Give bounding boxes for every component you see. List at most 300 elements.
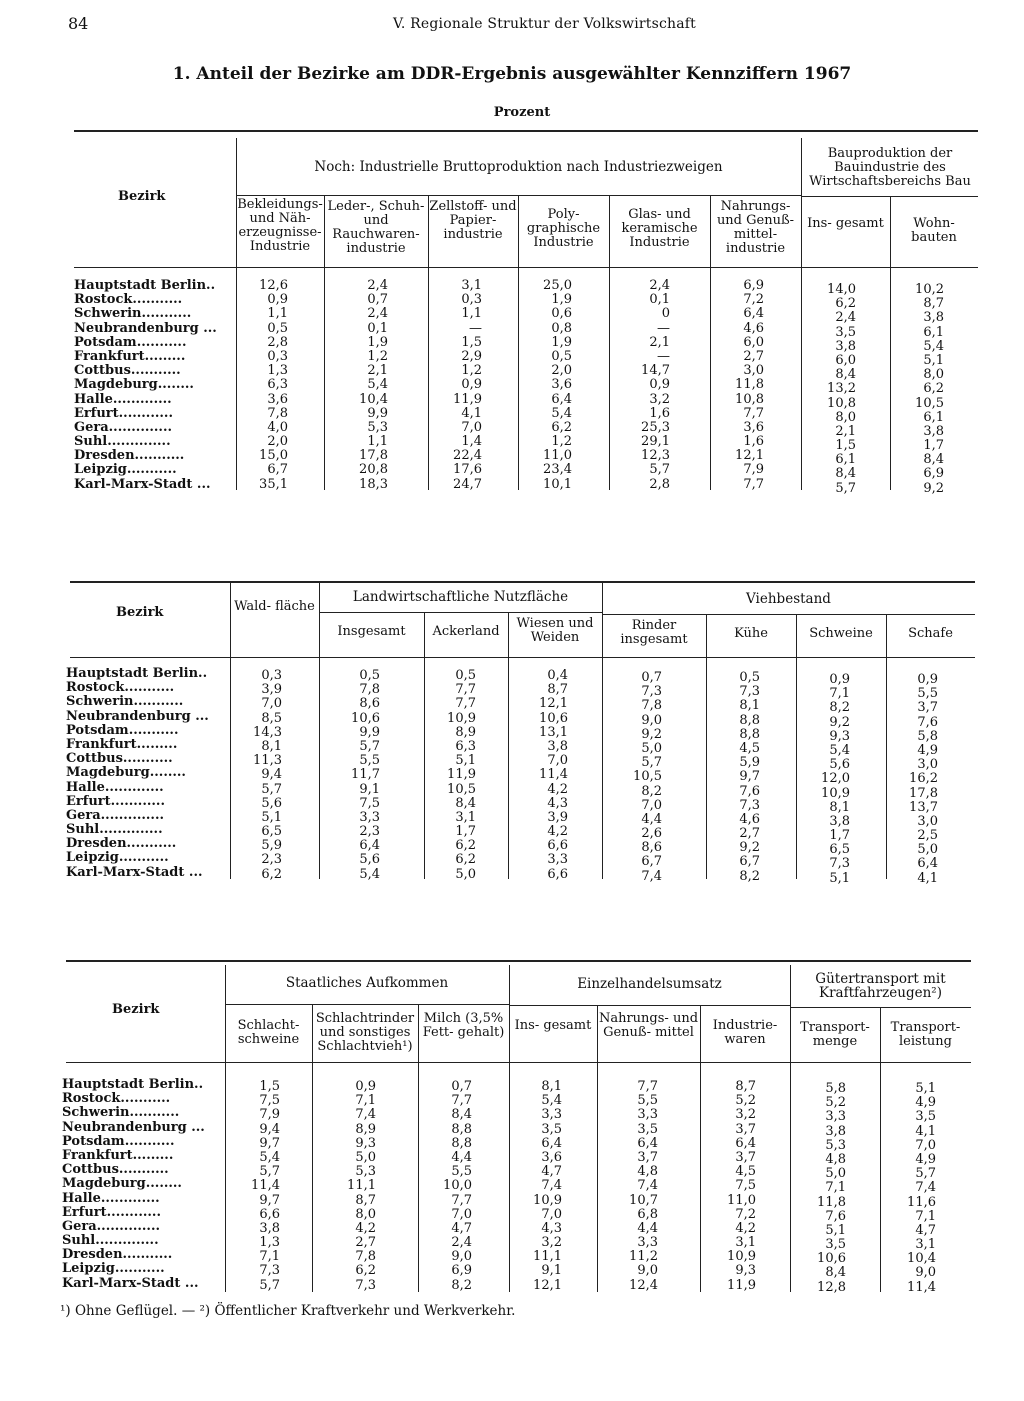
table-cell: 9,2 [641,726,662,742]
table-cell: 5,7 [915,1166,936,1182]
table-cell: 1,6 [649,405,670,421]
bezirk-name: Hauptstadt Berlin.. [62,1077,204,1092]
table-cell: 8,8 [451,1121,472,1137]
table-cell: 5,4 [259,1149,280,1165]
column-header: Nahrungs- und Genuß- mittel [598,1011,699,1040]
table-cell: 3,6 [743,419,764,435]
table-cell: 5,6 [829,757,850,773]
table-cell: 3,8 [259,1220,280,1236]
table-cell: 4,6 [743,320,764,336]
table-cell: 11,6 [907,1194,936,1210]
table-cell: 12,1 [735,448,764,464]
table-cell: 8,5 [261,710,282,726]
table-cell: 6,8 [637,1206,658,1222]
table-cell: 7,3 [739,797,760,813]
table-cell: 4,0 [267,419,288,435]
table-cell: 3,9 [547,809,568,825]
table-cell: 5,8 [825,1081,846,1096]
data-column [739,671,760,884]
table-cell: 1,4 [461,434,482,450]
table-cell: 3,0 [917,757,938,773]
table-cell: 10,9 [727,1249,756,1265]
table-cell: 3,1 [461,278,482,293]
table-cell: 3,5 [835,324,856,340]
table-cell: 7,5 [359,795,380,811]
table-cell: 12,1 [533,1277,562,1293]
footnote: ¹) Ohne Geflügel. — ²) Öffentlicher Kraftverkehr und Werkverkehr. [60,1303,516,1319]
table-cell: 5,4 [541,1093,562,1109]
table-cell: 3,1 [915,1237,936,1253]
table-cell: 0,1 [367,320,388,336]
table-cell: 4,9 [917,742,938,758]
table-cell: 7,3 [739,684,760,700]
table-cell: 3,6 [551,377,572,393]
table-cell: 3,3 [637,1235,658,1251]
table-cell: 4,8 [637,1164,658,1180]
table-cell: 0,1 [649,292,670,308]
table-cell: 5,0 [355,1149,376,1165]
bezirk-name: Rostock........... [74,292,183,308]
table-cell: 3,6 [267,391,288,407]
table-cell: 6,4 [637,1135,658,1151]
bezirk-name: Halle............. [74,391,172,407]
table-cell: 9,2 [829,714,850,730]
table-cell: 8,2 [451,1277,472,1293]
table-cell: 1,7 [923,438,944,454]
table-cell: 6,4 [551,391,572,407]
table-cell: 17,8 [359,448,388,464]
table-cell: 17,6 [453,462,482,478]
table-cell: 2,4 [367,278,388,293]
table-cell: 7,7 [455,696,476,712]
table-cell: — [657,348,670,364]
table-cell: 3,8 [835,338,856,354]
table-cell: 8,4 [451,1107,472,1123]
bezirk-name: Leipzig........... [62,1261,165,1277]
table-cell: 6,1 [835,452,856,468]
table-cell: 9,7 [259,1135,280,1151]
table-cell: 0,8 [551,320,572,336]
data-column [453,279,482,492]
bezirk-name: Hauptstadt Berlin.. [74,278,216,293]
bezirk-name: Magdeburg........ [74,377,194,393]
column-header: Schlacht- schweine [237,1018,300,1047]
table-cell: 4,5 [739,740,760,756]
table-cell: 0,9 [355,1079,376,1094]
table-cell: 7,8 [355,1249,376,1265]
table-cell: 9,2 [923,480,944,496]
table-cell: 1,1 [461,306,482,322]
table-cell: 0,9 [267,292,288,308]
table-cell: 5,4 [359,866,380,882]
table-cell: 1,1 [367,434,388,450]
table-cell: 3,3 [541,1107,562,1123]
table-cell: 8,1 [261,738,282,754]
table-cell: 8,4 [835,367,856,383]
table-cell: 9,4 [261,767,282,783]
table-cell: 5,4 [367,377,388,393]
table-cell: 7,6 [917,714,938,730]
table-cell: 7,1 [355,1093,376,1109]
table-cell: 5,0 [455,866,476,882]
table-cell: 11,1 [347,1178,376,1194]
table-cell: 8,1 [541,1079,562,1094]
table-cell: 4,4 [641,811,662,827]
table-cell: 7,0 [641,797,662,813]
table-cell: 11,3 [253,753,282,769]
table-cell: 6,2 [455,838,476,854]
table-cell: 2,7 [355,1235,376,1251]
table-cell: 7,3 [259,1263,280,1279]
table-cell: 3,3 [359,809,380,825]
table-cell: 0,7 [367,292,388,308]
table-cell: 10,0 [443,1178,472,1194]
bezirk-name: Dresden........... [62,1247,173,1263]
data-column [543,279,572,492]
bezirk-name: Potsdam........... [66,722,179,738]
table-cell: 5,7 [359,738,380,754]
table-cell: 11,9 [453,391,482,407]
table-cell: 5,4 [829,742,850,758]
group-header: Landwirtschaftliche Nutzfläche [352,589,569,605]
table-cell: 7,1 [829,686,850,702]
page-number: 84 [68,14,89,33]
table-cell: 4,2 [735,1220,756,1236]
table-cell: 7,2 [735,1206,756,1222]
data-column [727,1080,756,1293]
table-cell: 14,3 [253,724,282,740]
table-cell: 15,0 [259,448,288,464]
table-cell: 3,8 [547,738,568,754]
table-cell: 1,5 [461,334,482,350]
table-cell: 0,9 [649,377,670,393]
table-cell: 9,3 [735,1263,756,1279]
column-header: Schafe [908,626,953,641]
table-cell: 6,0 [835,352,856,368]
table-cell: 1,9 [551,334,572,350]
table-cell: 5,6 [359,852,380,868]
group-header: Viehbestand [746,591,831,607]
table-cell: 1,5 [835,438,856,454]
table-cell: 6,1 [923,324,944,340]
column-header: Glas- und keramische Industrie [621,207,698,250]
data-column [443,1080,472,1293]
table-cell: 11,0 [543,448,572,464]
table-cell: 18,3 [359,476,388,492]
table-cell: 12,6 [259,278,288,293]
table-cell: 10,7 [629,1192,658,1208]
table-cell: 7,1 [259,1249,280,1265]
table-cell: 1,3 [259,1235,280,1251]
bezirk-name: Hauptstadt Berlin.. [66,666,208,681]
table-cell: 9,0 [915,1265,936,1281]
table-cell: 5,6 [261,795,282,811]
table-cell: 14,0 [827,282,856,297]
table-cell: 10,6 [351,710,380,726]
bezirk-name: Dresden........... [66,836,177,852]
table-cell: 7,3 [355,1277,376,1293]
column-header: Poly- graphische Industrie [526,207,601,250]
table-cell: 4,7 [541,1164,562,1180]
table-cell: 4,4 [451,1149,472,1165]
table-cell: 7,9 [259,1107,280,1123]
data-column [827,283,856,496]
table-cell: 5,0 [641,740,662,756]
table-cell: 13,7 [909,799,938,815]
table-cell: 1,9 [367,334,388,350]
data-column [539,669,568,882]
table-cell: 5,1 [923,352,944,368]
bezirk-name: Suhl.............. [66,822,163,838]
column-header: Bekleidungs- und Näh- erzeugnisse- Industrie [237,197,323,254]
group-header: Bauproduktion der Bauindustrie des Wirtschaftsbereichs Bau [809,146,971,189]
table-cell: 3,9 [261,682,282,698]
table-cell: 8,4 [455,795,476,811]
table-cell: 0,5 [267,320,288,336]
column-header: Zellstoff- und Papier- industrie [429,199,517,242]
table-cell: 6,5 [261,824,282,840]
table-cell: 9,9 [359,724,380,740]
table-cell: 6,7 [739,854,760,870]
bezirk-name: Schwerin........... [66,694,184,710]
table-cell: 6,3 [267,377,288,393]
bezirk-name: Neubrandenburg ... [66,708,209,724]
table-cell: 8,4 [835,466,856,482]
column-header: Wohn- bauten [911,216,957,245]
table-cell: 3,2 [541,1235,562,1251]
table-cell: 5,2 [735,1093,756,1109]
table-cell: 0,4 [547,668,568,683]
bezirk-name: Cottbus........... [66,751,173,767]
table-cell: 4,2 [547,781,568,797]
bezirk-name: Suhl.............. [74,434,171,450]
table-cell: 9,7 [259,1192,280,1208]
table-cell: 8,7 [355,1192,376,1208]
bezirk-name: Karl-Marx-Stadt ... [62,1275,199,1291]
table-cell: 12,3 [641,448,670,464]
table-cell: 3,6 [541,1149,562,1165]
table-cell: 3,1 [735,1235,756,1251]
table-cell: 7,7 [637,1079,658,1094]
table-cell: 10,9 [821,785,850,801]
table-cell: 2,3 [359,824,380,840]
table-cell: 12,8 [817,1279,846,1295]
table-cell: 4,3 [541,1220,562,1236]
table-cell: 8,4 [923,452,944,468]
table-cell: 1,6 [743,434,764,450]
table-cell: 6,4 [917,856,938,872]
table-cell: 0,3 [267,348,288,364]
table-cell: 6,2 [261,866,282,882]
table-cell: 7,7 [455,682,476,698]
table-cell: 14,7 [641,363,670,379]
table-cell: 8,4 [825,1265,846,1281]
bezirk-name: Halle............. [62,1190,160,1206]
table-cell: 4,6 [739,811,760,827]
data-column [641,279,670,492]
table-cell: 6,4 [743,306,764,322]
table-cell: 9,2 [739,840,760,856]
table-cell: 1,5 [259,1079,280,1094]
bezirk-name: Erfurt............ [66,793,165,809]
bezirk-name: Cottbus........... [74,363,181,379]
table-cell: 3,7 [637,1149,658,1165]
column-header: Wald- fläche [234,599,315,614]
table-cell: 8,6 [641,840,662,856]
table-cell: 12,1 [539,696,568,712]
table-cell: 2,8 [649,476,670,492]
data-column [253,669,282,882]
bezirk-name: Karl-Marx-Stadt ... [74,476,211,492]
table-cell: 8,6 [359,696,380,712]
table-cell: 5,1 [829,870,850,886]
data-column [629,1080,658,1293]
bezirk-name: Neubrandenburg ... [62,1119,205,1135]
table-cell: 2,1 [835,423,856,439]
table-cell: 5,0 [825,1166,846,1182]
bezirk-name: Gera.............. [62,1218,161,1234]
table-cell: 6,2 [455,852,476,868]
table-cell: 2,4 [451,1235,472,1251]
table-cell: 6,6 [547,838,568,854]
column-header: Ackerland [432,624,500,639]
table-cell: 8,8 [739,712,760,728]
table-cell: 5,8 [917,728,938,744]
table-cell: 3,3 [637,1107,658,1123]
column-header: Leder-, Schuh- und Rauchwaren- industrie [327,199,425,256]
table-cell: 11,0 [727,1192,756,1208]
column-header: Transport- menge [800,1020,870,1049]
table-cell: 3,2 [735,1107,756,1123]
table-cell: 8,2 [641,783,662,799]
unit-label: Prozent [493,105,551,120]
table-cell: 11,8 [735,377,764,393]
table-cell: 6,2 [551,419,572,435]
table-cell: 3,7 [917,700,938,716]
table-cell: 5,7 [259,1164,280,1180]
table-cell: 12,0 [821,771,850,787]
table-cell: 3,8 [825,1123,846,1139]
table-cell: 6,4 [541,1135,562,1151]
table-cell: 10,6 [539,710,568,726]
table-cell: 5,4 [923,338,944,354]
table-cell: 7,4 [541,1178,562,1194]
bezirk-name: Rostock........... [62,1091,171,1107]
table-cell: 23,4 [543,462,572,478]
table-cell: 9,4 [259,1121,280,1137]
table-cell: 0,7 [641,670,662,685]
table-cell: 8,1 [829,799,850,815]
table-cell: 8,8 [739,726,760,742]
table-cell: 2,3 [261,852,282,868]
bezirk-name: Suhl.............. [62,1233,159,1249]
bezirk-header: Bezirk [116,605,164,620]
table-cell: 6,9 [451,1263,472,1279]
table-cell: 7,4 [637,1178,658,1194]
column-header: Nahrungs- und Genuß- mittel- industrie [716,199,795,256]
bezirk-name: Magdeburg........ [62,1176,182,1192]
table-cell: 3,7 [735,1149,756,1165]
table-cell: 11,8 [817,1194,846,1210]
table-cell: 4,1 [915,1123,936,1139]
table-cell: 7,6 [825,1208,846,1224]
table-cell: 12,4 [629,1277,658,1293]
table-cell: 10,2 [915,282,944,297]
table-cell: 7,0 [461,419,482,435]
table-cell: 7,3 [829,856,850,872]
table-cell: 9,0 [637,1263,658,1279]
data-column [347,1080,376,1293]
table-cell: 7,4 [915,1180,936,1196]
table-cell: 16,2 [909,771,938,787]
table-cell: 5,1 [825,1222,846,1238]
bezirk-name: Schwerin........... [62,1105,180,1121]
data-column [351,669,380,882]
table-cell: 0,5 [551,348,572,364]
table-cell: 5,1 [915,1081,936,1096]
table-cell: 8,0 [355,1206,376,1222]
data-column [259,279,288,492]
table-cell: 1,9 [551,292,572,308]
table-cell: 5,7 [261,781,282,797]
group-header: Gütertransport mit Kraftfahrzeugen²) [815,971,946,1001]
table-cell: 5,4 [551,405,572,421]
table-cell: 5,7 [641,755,662,771]
column-header: Schweine [809,626,873,641]
table-cell: 5,0 [917,842,938,858]
table-cell: 6,3 [455,738,476,754]
group-header: Noch: Industrielle Bruttoproduktion nach Industriezweigen [314,159,723,175]
table-cell: 0 [661,306,670,322]
table-cell: 5,3 [367,419,388,435]
table-cell: 7,0 [547,753,568,769]
table-cell: 0,3 [261,668,282,683]
table-cell: 7,0 [541,1206,562,1222]
table-cell: 35,1 [259,476,288,492]
table-cell: 4,9 [915,1095,936,1111]
bezirk-name: Magdeburg........ [66,765,186,781]
table-cell: 3,1 [455,809,476,825]
table-cell: 7,7 [451,1192,472,1208]
table-cell: 6,9 [923,466,944,482]
table-cell: 25,0 [543,278,572,293]
table-cell: 20,8 [359,462,388,478]
table-cell: 9,1 [359,781,380,797]
table-cell: 2,9 [461,348,482,364]
table-cell: 8,1 [739,698,760,714]
table-cell: 7,4 [355,1107,376,1123]
table-cell: 10,4 [907,1251,936,1267]
table-cell: 4,1 [917,870,938,886]
bezirk-name: Schwerin........... [74,306,192,322]
table-cell: 6,2 [923,381,944,397]
bezirk-name: Gera.............. [74,419,173,435]
table-cell: 0,7 [451,1079,472,1094]
table-cell: 4,5 [735,1164,756,1180]
table-cell: 4,1 [461,405,482,421]
table-cell: 5,5 [917,686,938,702]
table-cell: 5,5 [359,753,380,769]
table-cell: 3,8 [829,813,850,829]
bezirk-name: Potsdam........... [62,1133,175,1149]
table-cell: 7,0 [451,1206,472,1222]
bezirk-name: Rostock........... [66,680,175,696]
table-cell: 2,4 [367,306,388,322]
table-cell: 10,9 [533,1192,562,1208]
table-cell: 0,3 [461,292,482,308]
running-head: V. Regionale Struktur der Volkswirtschaft [393,16,696,32]
table-cell: 7,1 [825,1180,846,1196]
